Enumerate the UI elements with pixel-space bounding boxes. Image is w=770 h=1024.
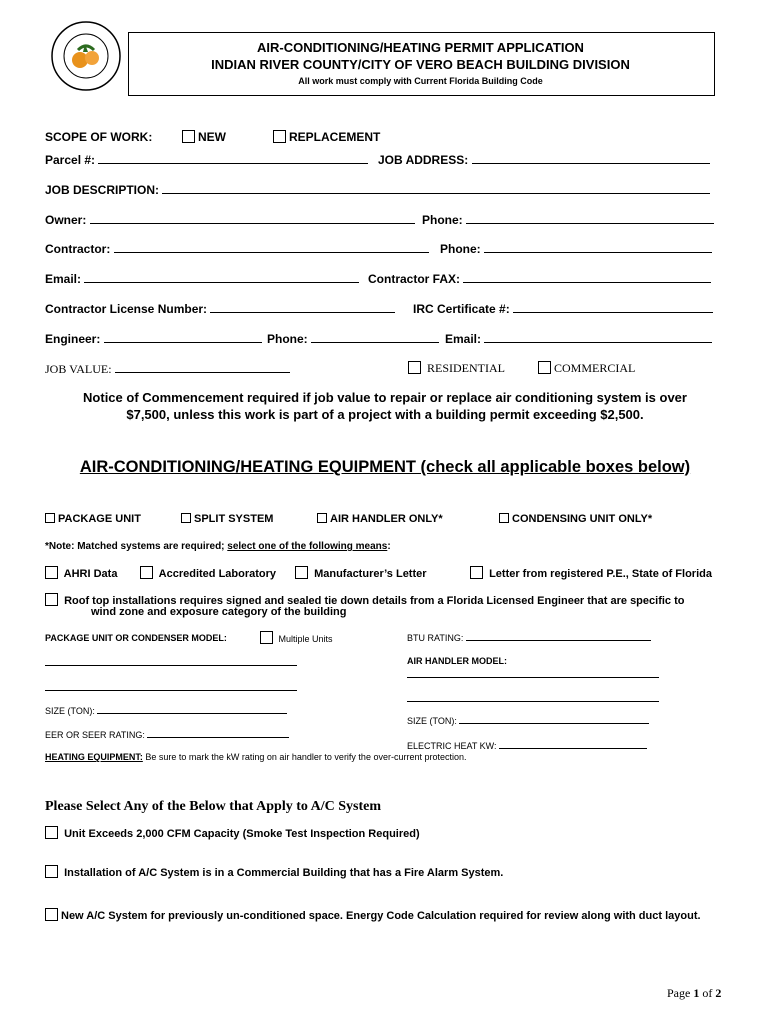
job-description-line[interactable] — [162, 182, 710, 194]
engineer-email-label: Email: — [445, 332, 482, 346]
btu-rating-line[interactable] — [466, 631, 651, 641]
license-field[interactable] — [45, 301, 395, 316]
electric-heat-line[interactable] — [499, 739, 647, 749]
license-label: Contractor License Number: — [45, 302, 208, 316]
checkbox[interactable] — [408, 361, 421, 374]
checkbox[interactable] — [140, 566, 153, 579]
air-handler-only-label: AIR HANDLER ONLY* — [330, 513, 443, 525]
air-handler-only-option[interactable] — [317, 513, 443, 525]
checkbox[interactable] — [45, 865, 58, 878]
size-ton-line[interactable] — [97, 704, 287, 714]
rooftop-option[interactable] — [45, 593, 684, 607]
owner-line[interactable] — [90, 212, 415, 224]
btu-rating-field[interactable] — [407, 631, 651, 643]
ahri-label: AHRI Data — [63, 568, 118, 580]
engineer-field[interactable] — [45, 331, 262, 346]
commercial-option[interactable] — [538, 361, 635, 376]
unconditioned-space-label: New A/C System for previously un-conditioned space. Energy Code Calculation required for review along with duct layout. — [61, 910, 701, 922]
owner-phone-field[interactable] — [422, 212, 714, 227]
checkbox[interactable] — [295, 566, 308, 579]
job-address-line[interactable] — [472, 152, 710, 164]
job-value-label: JOB VALUE: — [45, 362, 112, 376]
notice-line-2: $7,500, unless this work is part of a project with a building permit exceeding $2,500. — [126, 407, 644, 422]
eer-seer-line[interactable] — [147, 728, 289, 738]
engineer-email-field[interactable] — [445, 331, 712, 346]
page-mid: of — [699, 986, 716, 1000]
contractor-phone-line[interactable] — [484, 241, 712, 253]
rooftop-line-2: wind zone and exposure category of the building — [91, 606, 347, 618]
engineer-email-line[interactable] — [484, 331, 712, 343]
matched-systems-note — [45, 541, 391, 552]
fire-alarm-label: Installation of A/C System is in a Commercial Building that has a Fire Alarm System. — [64, 867, 504, 879]
heating-equipment-note — [45, 752, 467, 762]
contractor-fax-line[interactable] — [463, 271, 711, 283]
cfm-option[interactable] — [45, 826, 420, 840]
contractor-phone-field[interactable] — [440, 241, 712, 256]
multiple-units-option[interactable] — [260, 631, 333, 644]
county-seal — [50, 20, 122, 92]
owner-phone-line[interactable] — [466, 212, 714, 224]
package-model-line-1[interactable] — [45, 665, 297, 666]
select-heading: Please Select Any of the Below that Apply to A/C System — [45, 799, 381, 814]
page-current: 1 — [693, 986, 700, 1000]
checkbox[interactable] — [45, 566, 58, 579]
scope-new-option[interactable] — [182, 130, 226, 144]
checkbox[interactable] — [181, 513, 191, 523]
checkbox[interactable] — [499, 513, 509, 523]
heating-label: HEATING EQUIPMENT: — [45, 752, 143, 762]
ah-size-ton-line[interactable] — [459, 714, 649, 724]
ahri-option[interactable] — [45, 566, 117, 580]
engineer-phone-field[interactable] — [267, 331, 439, 346]
accredited-lab-option[interactable] — [140, 566, 276, 580]
email-field[interactable] — [45, 271, 359, 286]
package-model-label: PACKAGE UNIT OR CONDENSER MODEL: — [45, 633, 227, 643]
condensing-unit-only-option[interactable] — [499, 513, 652, 525]
cfm-label: Unit Exceeds 2,000 CFM Capacity (Smoke Test Inspection Required) — [64, 828, 420, 840]
owner-phone-label: Phone: — [422, 213, 463, 227]
contractor-line[interactable] — [114, 241, 429, 253]
air-handler-model-label: AIR HANDLER MODEL: — [407, 656, 507, 666]
note-prefix: *Note: Matched systems are required; — [45, 541, 228, 552]
split-system-label: SPLIT SYSTEM — [194, 513, 274, 525]
parcel-field[interactable] — [45, 152, 368, 167]
split-system-option[interactable] — [181, 513, 273, 525]
unconditioned-space-option[interactable] — [45, 908, 701, 922]
ah-size-ton-field[interactable] — [407, 714, 649, 726]
heating-text: Be sure to mark the kW rating on air handler to verify the over-current protection. — [142, 752, 467, 762]
job-value-line[interactable] — [115, 361, 290, 373]
electric-heat-label: ELECTRIC HEAT KW: — [407, 741, 497, 751]
btu-rating-label: BTU RATING: — [407, 633, 464, 643]
package-unit-option[interactable] — [45, 513, 141, 525]
parcel-label: Parcel #: — [45, 153, 96, 167]
job-description-label: JOB DESCRIPTION: — [45, 183, 160, 197]
accredited-lab-label: Accredited Laboratory — [158, 568, 277, 580]
size-ton-label: SIZE (TON): — [45, 706, 95, 716]
irc-field[interactable] — [413, 301, 713, 316]
email-line[interactable] — [84, 271, 359, 283]
note-underlined: select one of the following means — [227, 541, 388, 552]
owner-label: Owner: — [45, 213, 87, 227]
checkbox[interactable] — [538, 361, 551, 374]
manufacturer-letter-option[interactable] — [295, 566, 427, 580]
irc-label: IRC Certificate #: — [413, 302, 510, 316]
note-suffix: : — [387, 541, 391, 552]
header-code-note: All work must comply with Current Florida Building Code — [298, 76, 543, 86]
checkbox[interactable] — [273, 130, 286, 143]
contractor-label: Contractor: — [45, 242, 111, 256]
checkbox[interactable] — [45, 593, 58, 606]
owner-field[interactable] — [45, 212, 415, 227]
electric-heat-field[interactable] — [407, 739, 647, 751]
pe-letter-label: Letter from registered P.E., State of Florida — [489, 568, 712, 580]
multiple-units-label: Multiple Units — [278, 634, 333, 644]
engineer-phone-label: Phone: — [267, 332, 308, 346]
page-prefix: Page — [667, 986, 694, 1000]
checkbox[interactable] — [470, 566, 483, 579]
engineer-label: Engineer: — [45, 332, 101, 346]
license-line[interactable] — [210, 301, 395, 313]
eer-seer-field[interactable] — [45, 728, 289, 740]
air-handler-model-line-1[interactable] — [407, 677, 659, 678]
irc-line[interactable] — [513, 301, 713, 313]
checkbox[interactable] — [182, 130, 195, 143]
scope-replacement-label: REPLACEMENT — [289, 130, 381, 144]
commercial-label: COMMERCIAL — [554, 361, 636, 375]
header-subtitle: INDIAN RIVER COUNTY/CITY OF VERO BEACH BUILDING DIVISION — [211, 57, 630, 72]
scope-row — [45, 130, 152, 144]
page-number — [667, 986, 721, 1001]
condensing-unit-only-label: CONDENSING UNIT ONLY* — [512, 513, 653, 525]
manufacturer-letter-label: Manufacturer’s Letter — [314, 568, 427, 580]
checkbox[interactable] — [317, 513, 327, 523]
engineer-line[interactable] — [104, 331, 262, 343]
scope-replacement-option[interactable] — [273, 130, 380, 144]
size-ton-field[interactable] — [45, 704, 287, 716]
job-address-field[interactable] — [378, 152, 710, 167]
equipment-heading: AIR-CONDITIONING/HEATING EQUIPMENT (check all applicable boxes below) — [79, 458, 691, 476]
fire-alarm-option[interactable] — [45, 865, 503, 879]
ah-size-ton-label: SIZE (TON): — [407, 716, 457, 726]
page-total: 2 — [715, 986, 722, 1000]
header-title: AIR-CONDITIONING/HEATING PERMIT APPLICATION — [257, 40, 584, 55]
contractor-fax-label: Contractor FAX: — [368, 272, 461, 286]
residential-label: RESIDENTIAL — [427, 361, 505, 375]
email-label: Email: — [45, 272, 82, 286]
scope-label: SCOPE OF WORK: — [45, 130, 153, 144]
job-address-label: JOB ADDRESS: — [378, 153, 469, 167]
job-description-field[interactable] — [45, 182, 710, 197]
pe-letter-option[interactable] — [470, 566, 712, 580]
checkbox[interactable] — [260, 631, 273, 644]
rooftop-line-1: Roof top installations requires signed and sealed tie down details from a Florida Licensed Engineer that are specific to — [64, 595, 685, 607]
checkbox[interactable] — [45, 908, 58, 921]
contractor-fax-field[interactable] — [368, 271, 711, 286]
job-value-field[interactable] — [45, 361, 290, 377]
checkbox[interactable] — [45, 513, 55, 523]
notice-line-1: Notice of Commencement required if job value to repair or replace air conditioning system is over — [83, 390, 687, 405]
checkbox[interactable] — [45, 826, 58, 839]
scope-new-label: NEW — [198, 130, 226, 144]
engineer-phone-line[interactable] — [311, 331, 439, 343]
package-unit-label: PACKAGE UNIT — [58, 513, 141, 525]
contractor-phone-label: Phone: — [440, 242, 481, 256]
air-handler-model-line-2[interactable] — [407, 701, 659, 702]
eer-seer-label: EER OR SEER RATING: — [45, 730, 145, 740]
parcel-line[interactable] — [98, 152, 368, 164]
residential-option[interactable] — [408, 361, 505, 376]
contractor-field[interactable] — [45, 241, 429, 256]
package-model-line-2[interactable] — [45, 690, 297, 691]
